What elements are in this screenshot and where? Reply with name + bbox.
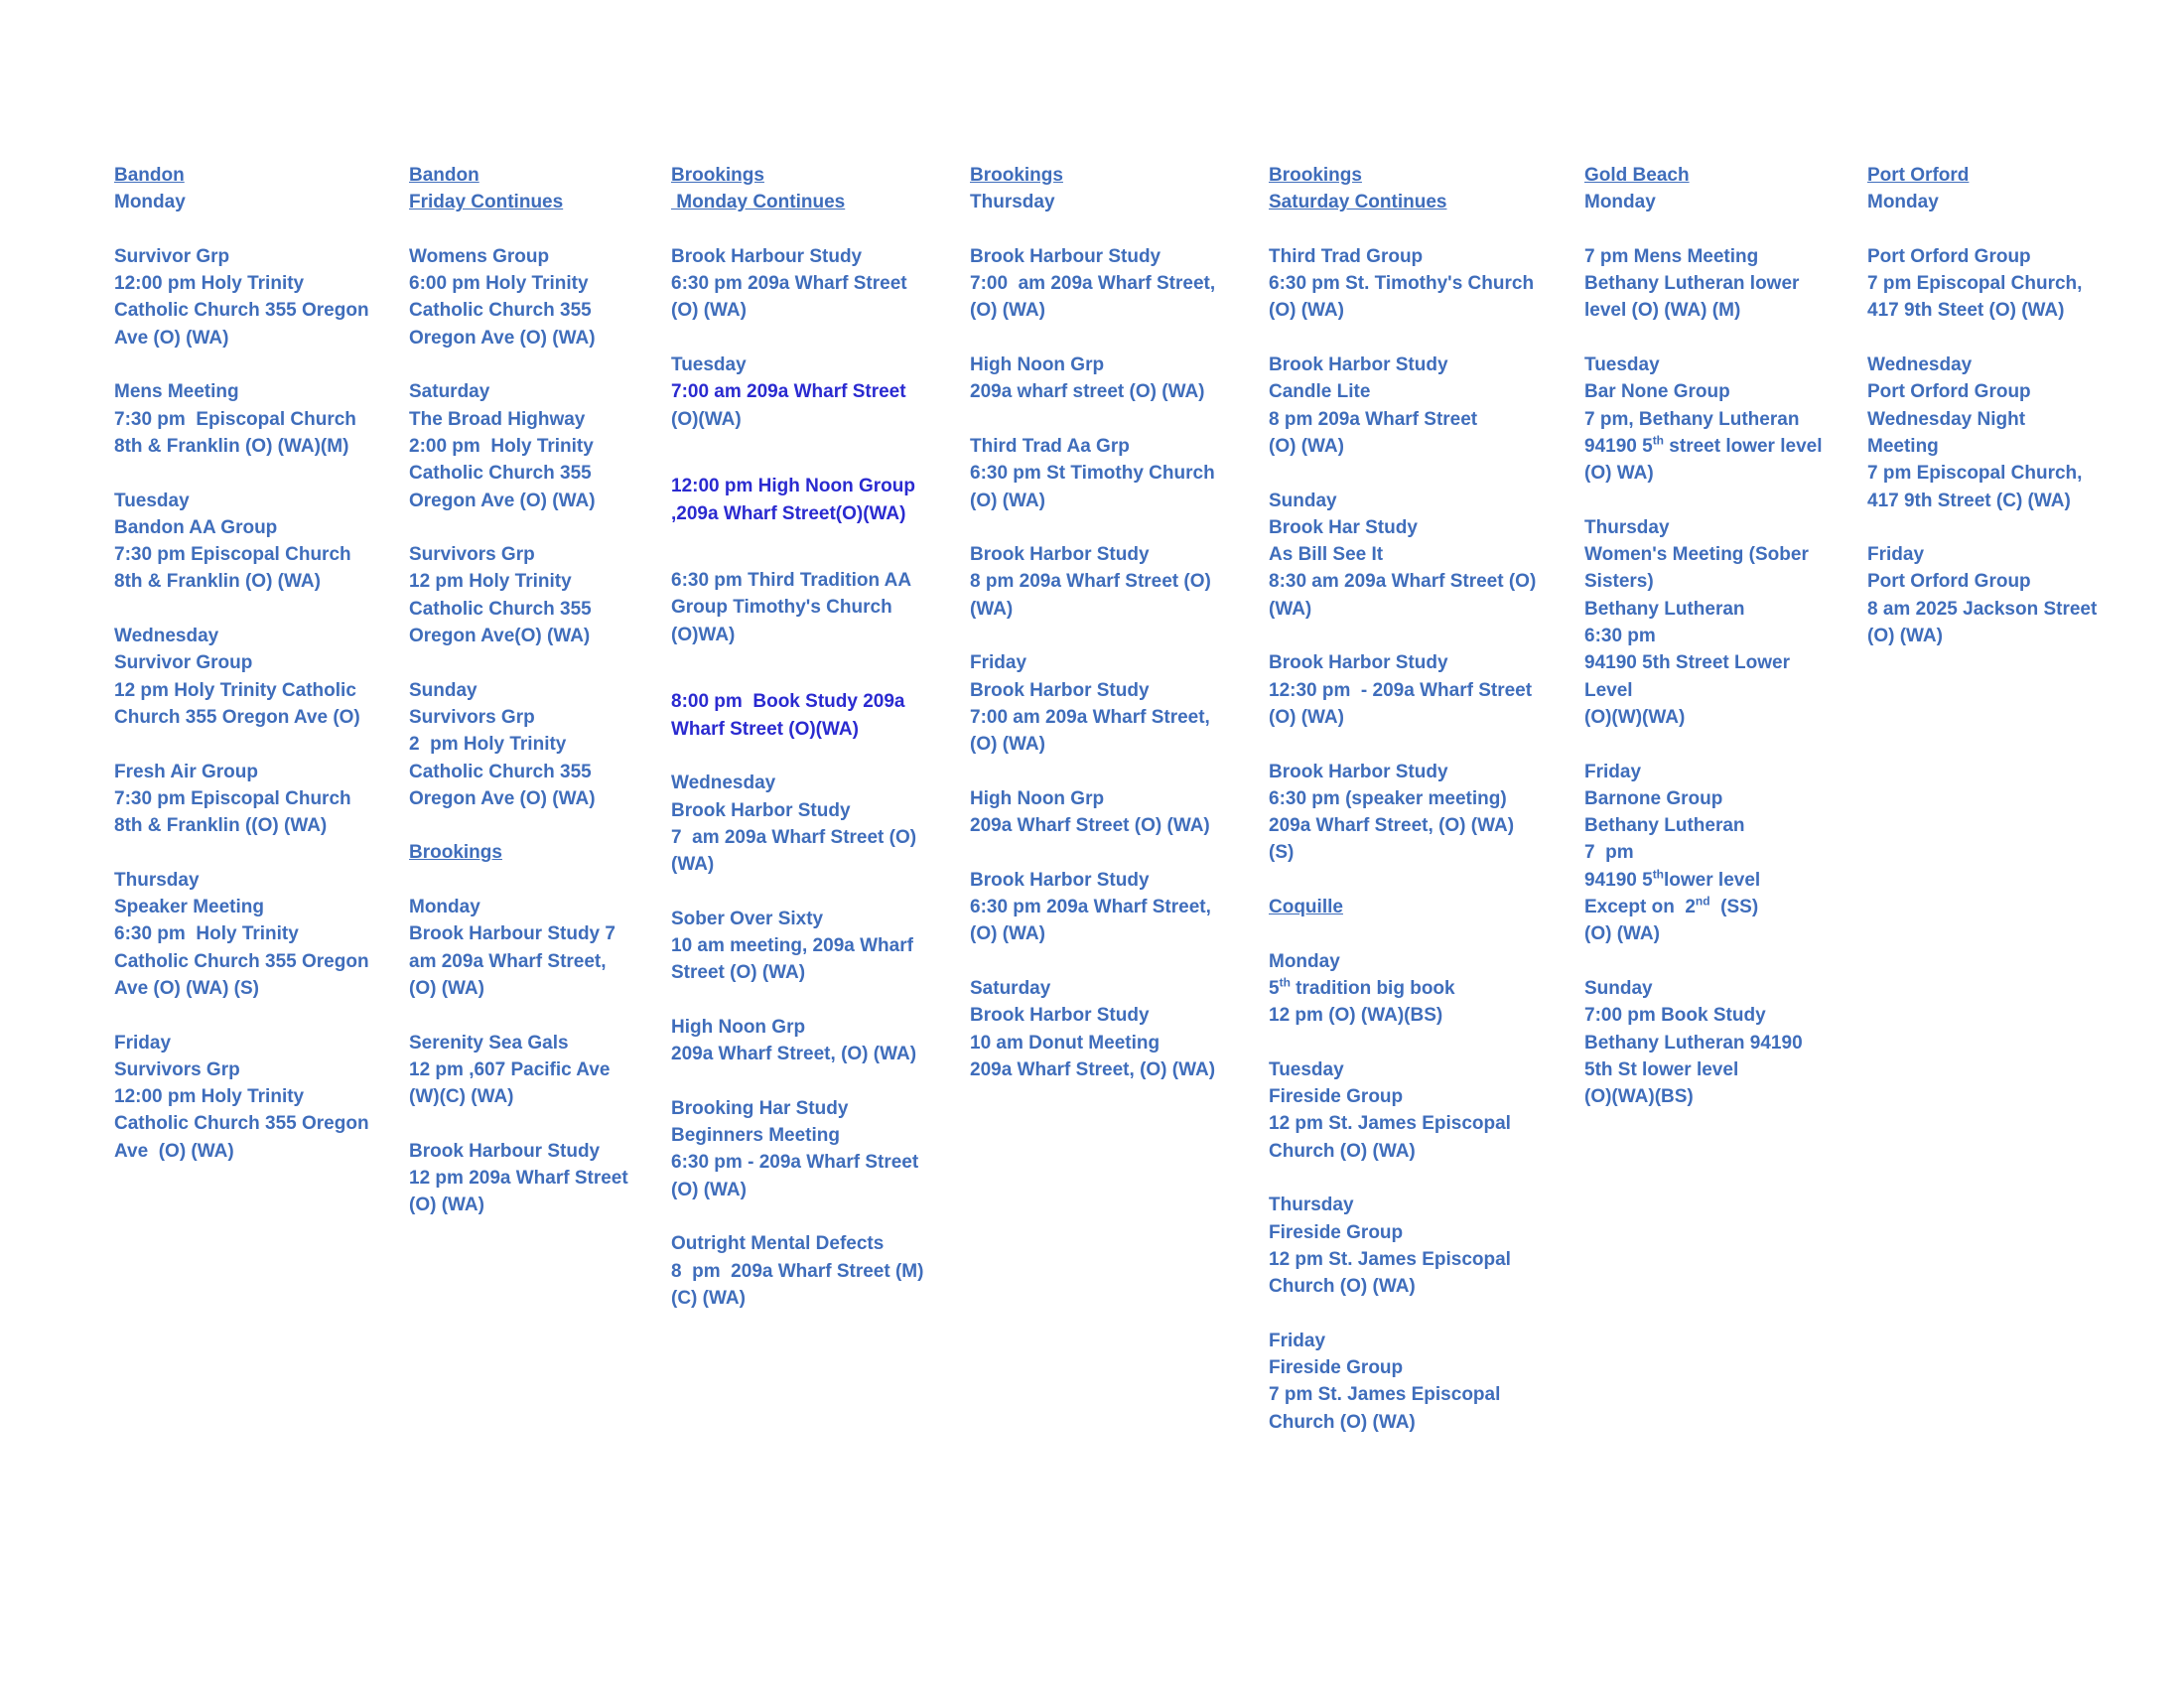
schedule-line: Brook Har Study: [1269, 516, 1418, 538]
schedule-line: 12 pm St. James Episcopal: [1269, 1248, 1511, 1270]
schedule-line: Survivor Grp: [114, 245, 230, 267]
schedule-line: 7:30 pm Episcopal Church: [114, 787, 351, 809]
schedule-line: Sisters): [1584, 571, 1654, 593]
schedule-line: Speaker Meeting: [114, 897, 264, 918]
line-gap: [671, 878, 959, 905]
schedule-line: 12 pm (O) (WA)(BS): [1269, 1005, 1443, 1027]
line-gap: [970, 406, 1258, 433]
schedule-line: 6:30 pm (speaker meeting): [1269, 787, 1507, 809]
schedule-line: Wednesday Night: [1867, 408, 2026, 430]
schedule-line: 8 am 2025 Jackson Street: [1867, 598, 2098, 620]
line-gap: [671, 648, 959, 661]
schedule-line: Bethany Lutheran: [1584, 598, 1745, 620]
line-gap: [409, 352, 662, 378]
schedule-line: (O) WA): [1584, 463, 1654, 485]
schedule-line: 6:00 pm Holy Trinity: [409, 273, 589, 295]
schedule-line: Serenity Sea Gals: [409, 1032, 569, 1054]
schedule-line: (O)(WA)(BS): [1584, 1086, 1694, 1108]
schedule-line: 5th St lower level: [1584, 1058, 1739, 1080]
schedule-line: Monday: [409, 897, 480, 918]
schedule-line: Monday: [1584, 192, 1656, 213]
schedule-line: 2 pm Holy Trinity: [409, 734, 567, 756]
schedule-line: High Noon Grp: [970, 354, 1105, 376]
line-gap: [1584, 216, 1862, 243]
schedule-line: Candle Lite: [1269, 381, 1371, 403]
column-bandon: [114, 162, 392, 1165]
schedule-line: Survivors Grp: [409, 706, 535, 728]
schedule-line: 209a Wharf Street, (O) (WA): [970, 1058, 1216, 1080]
section-heading: Brookings: [409, 842, 502, 864]
schedule-line: (W)(C) (WA): [409, 1086, 514, 1108]
schedule-line: 8th & Franklin ((O) (WA): [114, 815, 328, 837]
schedule-line: Third Trad Aa Grp: [970, 435, 1130, 457]
schedule-line: 6:30 pm Third Tradition AA: [671, 570, 912, 592]
line-gap: [1269, 216, 1571, 243]
schedule-line: Catholic Church 355: [409, 598, 592, 620]
schedule-line: Wednesday: [671, 773, 776, 794]
schedule-line: Ave (O) (WA): [114, 327, 229, 349]
schedule-line: Bethany Lutheran 94190: [1584, 1032, 1803, 1054]
line-gap: [671, 1203, 959, 1230]
line-gap: [114, 731, 392, 758]
schedule-line: Brook Harbour Study: [671, 245, 863, 267]
schedule-line: 6:30 pm 209a Wharf Street: [671, 273, 907, 295]
line-gap: [671, 216, 959, 243]
schedule-line: 6:30 pm St. Timothy's Church: [1269, 273, 1535, 295]
schedule-line: Wharf Street (O)(WA): [671, 718, 859, 740]
schedule-line: 6:30 pm: [1584, 626, 1656, 647]
schedule-line: 10 am Donut Meeting: [970, 1032, 1160, 1054]
schedule-line: Church (O) (WA): [1269, 1140, 1416, 1162]
schedule-line: Thursday: [1269, 1195, 1354, 1216]
line-gap: [1584, 488, 1862, 514]
schedule-line: (O) (WA): [671, 300, 747, 322]
schedule-line: am 209a Wharf Street,: [409, 950, 607, 972]
schedule-line: Brook Harbour Study: [970, 245, 1161, 267]
schedule-line: Level: [1584, 679, 1633, 701]
schedule-line: ,209a Wharf Street(O)(WA): [671, 502, 906, 524]
line-gap: [671, 540, 959, 567]
line-gap: [970, 514, 1258, 541]
schedule-line: Catholic Church 355 Oregon: [114, 950, 369, 972]
schedule-line: Brook Harbor Study: [970, 869, 1150, 891]
schedule-line: Church 355 Oregon Ave (O): [114, 706, 360, 728]
schedule-line: (O)(W)(WA): [1584, 706, 1686, 728]
schedule-line: 12:30 pm - 209a Wharf Street: [1269, 679, 1533, 701]
line-gap: [1269, 1165, 1571, 1192]
line-gap: [671, 987, 959, 1014]
line-gap: [1867, 514, 2165, 541]
line-gap: [1867, 325, 2165, 352]
line-gap: [671, 1068, 959, 1095]
schedule-line: 12 pm Holy Trinity: [409, 571, 572, 593]
schedule-line: 10 am meeting, 209a Wharf: [671, 935, 913, 957]
schedule-line: Third Trad Group: [1269, 245, 1424, 267]
line-gap: [409, 514, 662, 541]
schedule-line: Womens Group: [409, 245, 550, 267]
schedule-line: Bethany Lutheran: [1584, 815, 1745, 837]
section-heading: Monday Continues: [671, 192, 846, 213]
schedule-line: 8 pm 209a Wharf Street: [1269, 408, 1478, 430]
schedule-line: 8 pm 209a Wharf Street (O): [970, 571, 1211, 593]
schedule-line: 8th & Franklin (O) (WA): [114, 571, 321, 593]
line-gap: [1269, 1300, 1571, 1327]
line-gap: [114, 352, 392, 378]
schedule-line: 7:30 pm Episcopal Church: [114, 544, 351, 566]
schedule-line: Survivors Grp: [409, 544, 535, 566]
schedule-line: Friday: [1269, 1330, 1326, 1351]
schedule-line: Saturday: [409, 381, 490, 403]
schedule-line: (O) (WA): [1584, 923, 1660, 945]
schedule-line: 417 9th Steet (O) (WA): [1867, 300, 2065, 322]
schedule-line: Fresh Air Group: [114, 761, 258, 782]
line-gap: [1269, 325, 1571, 352]
line-gap: [1584, 325, 1862, 352]
line-gap: [409, 812, 662, 839]
schedule-line: Group Timothy's Church: [671, 597, 892, 619]
schedule-line: (O) (WA): [970, 923, 1045, 945]
schedule-line: Tuesday: [1269, 1058, 1344, 1080]
schedule-line: 7 pm Episcopal Church,: [1867, 273, 2083, 295]
schedule-line: Brook Harbor Study: [671, 799, 851, 821]
line-gap: [970, 325, 1258, 352]
column-gold-beach: [1584, 162, 1862, 1110]
schedule-line: 209a Wharf Street, (O) (WA): [671, 1044, 917, 1065]
schedule-line: Port Orford Group: [1867, 571, 2031, 593]
schedule-line: 6:30 pm St Timothy Church: [970, 463, 1215, 485]
schedule-line: (WA): [1269, 598, 1312, 620]
schedule-line: Thursday: [1584, 516, 1670, 538]
line-gap: [671, 325, 959, 352]
schedule-line: 2:00 pm Holy Trinity: [409, 435, 594, 457]
section-heading: Brookings: [970, 165, 1063, 186]
schedule-line: High Noon Grp: [671, 1016, 806, 1038]
line-gap: [409, 867, 662, 894]
schedule-line: level (O) (WA) (M): [1584, 300, 1741, 322]
section-heading: Brookings: [671, 165, 764, 186]
schedule-line: Port Orford Group: [1867, 245, 2031, 267]
schedule-line: Friday: [1867, 544, 1925, 566]
column-port-orford: [1867, 162, 2165, 649]
schedule-line: Oregon Ave (O) (WA): [409, 787, 596, 809]
schedule-line: Oregon Ave(O) (WA): [409, 626, 591, 647]
schedule-line: 94190 5th street lower level: [1584, 433, 1823, 457]
schedule-line: (C) (WA): [671, 1287, 746, 1309]
schedule-line: Tuesday: [671, 354, 747, 376]
line-gap: [114, 839, 392, 866]
schedule-line: (S): [1269, 842, 1295, 864]
schedule-line: (O) (WA): [1269, 706, 1344, 728]
schedule-line: 209a Wharf Street, (O) (WA): [1269, 815, 1515, 837]
line-gap: [671, 743, 959, 770]
schedule-line: Brook Harbour Study 7: [409, 923, 615, 945]
schedule-line: Friday: [114, 1032, 172, 1054]
schedule-line: 6:30 pm 209a Wharf Street,: [970, 897, 1211, 918]
schedule-line: Brook Harbor Study: [1269, 652, 1448, 674]
schedule-line: 12 pm 209a Wharf Street: [409, 1167, 628, 1189]
schedule-line: Catholic Church 355: [409, 761, 592, 782]
schedule-line: Saturday: [970, 977, 1051, 999]
schedule-line: Bar None Group: [1584, 381, 1730, 403]
schedule-line: 6:30 pm - 209a Wharf Street: [671, 1152, 919, 1174]
line-gap: [114, 596, 392, 623]
schedule-line: Brook Harbor Study: [970, 544, 1150, 566]
schedule-line: 7:00 am 209a Wharf Street,: [970, 273, 1216, 295]
schedule-line: Wednesday: [1867, 354, 1973, 376]
schedule-line: (O) (WA): [970, 300, 1045, 322]
schedule-line: 7:30 pm Episcopal Church: [114, 408, 356, 430]
schedule-line: Brook Harbour Study: [409, 1140, 601, 1162]
section-heading: Port Orford: [1867, 165, 1970, 186]
line-gap: [1584, 731, 1862, 758]
schedule-line: 94190 5thlower level: [1584, 867, 1761, 891]
schedule-line: (O) (WA): [970, 734, 1045, 756]
schedule-line: As Bill See It: [1269, 544, 1384, 566]
line-gap: [114, 216, 392, 243]
schedule-line: Tuesday: [1584, 354, 1660, 376]
schedule-line: (WA): [671, 854, 715, 876]
schedule-line: Sunday: [409, 679, 478, 701]
schedule-line: Outright Mental Defects: [671, 1233, 885, 1255]
schedule-line: (O) (WA): [1269, 435, 1344, 457]
schedule-line: Brook Harbor Study: [970, 679, 1150, 701]
line-gap: [1269, 731, 1571, 758]
schedule-line: 7 am 209a Wharf Street (O): [671, 826, 917, 848]
schedule-line: (WA): [970, 598, 1014, 620]
schedule-line: Brook Harbor Study: [1269, 354, 1448, 376]
line-gap: [114, 460, 392, 487]
schedule-line: Except on 2nd (SS): [1584, 894, 1759, 918]
column-brookings-saturday-continued: [1269, 162, 1571, 1436]
section-heading: Saturday Continues: [1269, 192, 1447, 213]
schedule-line: High Noon Grp: [970, 787, 1105, 809]
section-heading: Friday Continues: [409, 192, 564, 213]
schedule-line: 12:00 pm Holy Trinity: [114, 1086, 305, 1108]
section-heading: Coquille: [1269, 897, 1343, 918]
schedule-line: Catholic Church 355: [409, 463, 592, 485]
line-gap: [1269, 867, 1571, 894]
schedule-line: 12:00 pm High Noon Group: [671, 476, 915, 497]
schedule-line: Monday: [1269, 950, 1340, 972]
schedule-line: Church (O) (WA): [1269, 1276, 1416, 1298]
schedule-line: (O) (WA): [409, 1195, 484, 1216]
schedule-line: 12 pm Holy Trinity Catholic: [114, 679, 356, 701]
schedule-line: Wednesday: [114, 626, 219, 647]
schedule-line: Friday: [970, 652, 1027, 674]
schedule-line: (O) (WA): [671, 1179, 747, 1200]
schedule-line: Survivor Group: [114, 652, 253, 674]
schedule-line: 5th tradition big book: [1269, 975, 1455, 999]
line-gap: [970, 216, 1258, 243]
column-brookings-monday-continued: [671, 162, 959, 1312]
line-gap: [1584, 948, 1862, 975]
schedule-line: 12 pm St. James Episcopal: [1269, 1113, 1511, 1135]
column-brookings-thursday: [970, 162, 1258, 1083]
line-gap: [970, 839, 1258, 866]
line-gap: [671, 433, 959, 446]
schedule-line: Thursday: [114, 869, 200, 891]
schedule-line: 8th & Franklin (O) (WA)(M): [114, 435, 349, 457]
section-heading: Brookings: [1269, 165, 1362, 186]
schedule-line: 7 pm Episcopal Church,: [1867, 463, 2083, 485]
schedule-line: (O) (WA): [1269, 300, 1344, 322]
schedule-line: Brook Harbor Study: [1269, 761, 1448, 782]
schedule-line: 8:00 pm Book Study 209a: [671, 691, 905, 713]
schedule-line: 8:30 am 209a Wharf Street (O): [1269, 571, 1537, 593]
line-gap: [409, 649, 662, 676]
schedule-line: 8 pm 209a Wharf Street (M): [671, 1260, 924, 1282]
schedule-line: 12 pm ,607 Pacific Ave: [409, 1058, 611, 1080]
schedule-line: (O) (WA): [409, 977, 484, 999]
schedule-line: 209a Wharf Street (O) (WA): [970, 815, 1210, 837]
line-gap: [409, 1002, 662, 1029]
section-heading: Bandon: [114, 165, 185, 186]
schedule-line: Fireside Group: [1269, 1357, 1404, 1379]
schedule-line: 7:00 am 209a Wharf Street,: [970, 706, 1210, 728]
schedule-line: Port Orford Group: [1867, 381, 2031, 403]
schedule-line: Oregon Ave (O) (WA): [409, 490, 596, 511]
schedule-line: Sunday: [1269, 490, 1337, 511]
schedule-line: Sunday: [1584, 977, 1653, 999]
line-gap: [409, 216, 662, 243]
schedule-line: (O) (WA): [970, 490, 1045, 511]
line-gap: [1269, 623, 1571, 649]
schedule-line: Catholic Church 355: [409, 300, 592, 322]
schedule-line: Monday: [1867, 192, 1939, 213]
column-bandon-continued: [409, 162, 662, 1219]
schedule-line: Bethany Lutheran lower: [1584, 273, 1800, 295]
schedule-line: Street (O) (WA): [671, 962, 806, 984]
schedule-line: 7 pm St. James Episcopal: [1269, 1384, 1501, 1406]
schedule-line: Bandon AA Group: [114, 516, 278, 538]
schedule-line: 7 pm: [1584, 842, 1634, 864]
schedule-line: Monday: [114, 192, 186, 213]
schedule-line: Ave (O) (WA): [114, 1140, 234, 1162]
schedule-line: 209a wharf street (O) (WA): [970, 381, 1205, 403]
schedule-line: 7 pm, Bethany Lutheran: [1584, 408, 1800, 430]
schedule-line: Brook Harbor Study: [970, 1005, 1150, 1027]
schedule-line: Brooking Har Study: [671, 1097, 849, 1119]
line-gap: [970, 623, 1258, 649]
schedule-line: Sober Over Sixty: [671, 908, 824, 929]
line-gap: [671, 527, 959, 540]
schedule-line: Tuesday: [114, 490, 190, 511]
schedule-line: Beginners Meeting: [671, 1125, 840, 1147]
line-gap: [1269, 920, 1571, 947]
schedule-line: Fireside Group: [1269, 1086, 1404, 1108]
schedule-line: (O) (WA): [1867, 626, 1943, 647]
schedule-line: Barnone Group: [1584, 787, 1723, 809]
schedule-line: Thursday: [970, 192, 1055, 213]
line-gap: [1867, 216, 2165, 243]
schedule-line: 417 9th Street (C) (WA): [1867, 490, 2071, 511]
schedule-line: 7:00 pm Book Study: [1584, 1005, 1766, 1027]
schedule-line: Friday: [1584, 761, 1642, 782]
section-heading: Gold Beach: [1584, 165, 1690, 186]
schedule-line: 7:00 am 209a Wharf Street: [671, 381, 906, 403]
schedule-line: Meeting: [1867, 435, 1939, 457]
line-gap: [114, 1002, 392, 1029]
section-heading: Bandon: [409, 165, 479, 186]
line-gap: [671, 661, 959, 688]
schedule-line: Ave (O) (WA) (S): [114, 977, 260, 999]
line-gap: [970, 759, 1258, 785]
schedule-line: The Broad Highway: [409, 408, 586, 430]
line-gap: [970, 948, 1258, 975]
schedule-line: Women's Meeting (Sober: [1584, 544, 1809, 566]
schedule-line: Church (O) (WA): [1269, 1411, 1416, 1433]
schedule-line: Oregon Ave (O) (WA): [409, 327, 596, 349]
schedule-line: Mens Meeting: [114, 381, 239, 403]
schedule-line: Catholic Church 355 Oregon: [114, 300, 369, 322]
schedule-line: Survivors Grp: [114, 1058, 240, 1080]
schedule-line: (O)(WA): [671, 408, 742, 430]
schedule-line: Fireside Group: [1269, 1221, 1404, 1243]
schedule-line: Catholic Church 355 Oregon: [114, 1113, 369, 1135]
line-gap: [1269, 1030, 1571, 1056]
line-gap: [1269, 460, 1571, 487]
schedule-line: 7 pm Mens Meeting: [1584, 245, 1759, 267]
schedule-line: 12:00 pm Holy Trinity: [114, 273, 305, 295]
line-gap: [671, 446, 959, 473]
schedule-line: 94190 5th Street Lower: [1584, 652, 1790, 674]
schedule-line: (O)WA): [671, 624, 736, 645]
schedule-line: 6:30 pm Holy Trinity: [114, 923, 299, 945]
line-gap: [409, 1110, 662, 1137]
